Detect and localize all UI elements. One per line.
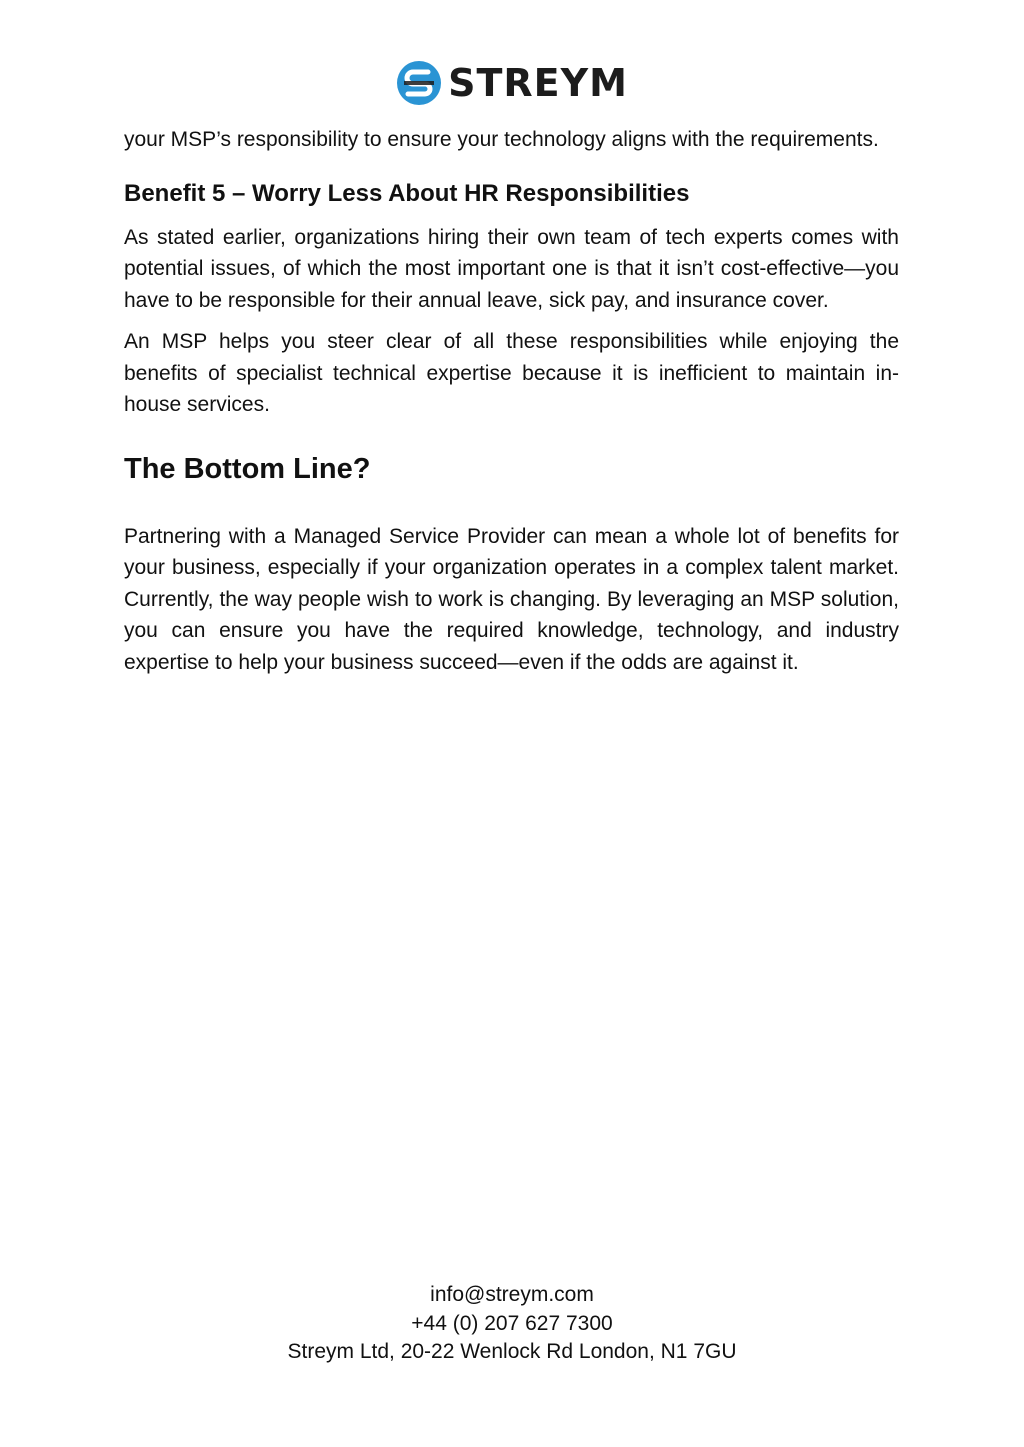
bottom-line-paragraph: Partnering with a Managed Service Provider can mean a whole lot of benefits for your business, especially if your organization operates in a complex talent market. Currently, the way people wish to work is changing. By leveraging an MSP solution, you can ensure you have the required knowledge, technology, and industry expertise to help your business succeed—even if the odds are against it.	[124, 524, 899, 674]
page-header	[0, 58, 1024, 108]
benefit-5-paragraph-1: As stated earlier, organizations hiring their own team of tech experts comes with potential issues, of which the most important one is that it isn’t cost-effective—you have to be responsible for their annual leave, sick pay, and insurance cover.	[124, 225, 899, 312]
streym-logo	[396, 60, 628, 106]
intro-paragraph: your MSP’s responsibility to ensure your technology aligns with the requirements.	[124, 128, 879, 151]
streym-s-logo-icon	[396, 60, 442, 106]
footer-address: Streym Ltd, 20-22 Wenlock Rd London, N1 7GU	[287, 1340, 737, 1363]
bottom-line-heading: The Bottom Line?	[124, 452, 371, 485]
logo-wordmark: STREYM	[448, 61, 628, 105]
main-content	[124, 124, 899, 678]
footer-phone[interactable]: +44 (0) 207 627 7300	[411, 1311, 613, 1335]
benefit-5-paragraph-2: An MSP helps you steer clear of all these responsibilities while enjoying the benefits of specialist technical expertise because it is inefficient to maintain in-house services.	[124, 330, 899, 416]
benefit-5-heading: Benefit 5 – Worry Less About HR Responsibilities	[124, 179, 690, 207]
footer-email[interactable]: info@streym.com	[430, 1283, 594, 1306]
page-footer	[0, 1281, 1024, 1367]
